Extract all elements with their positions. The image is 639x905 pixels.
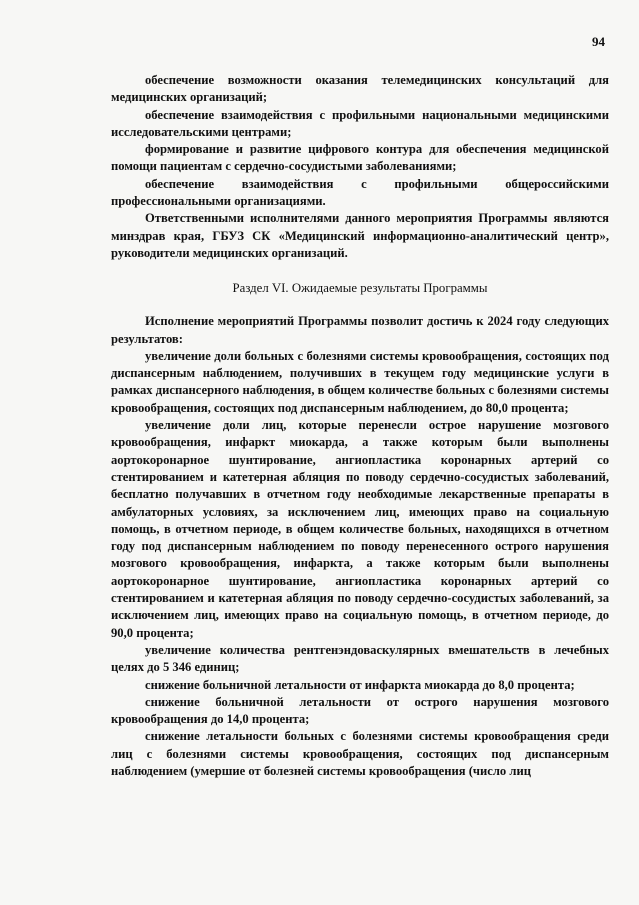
page-number: 94 bbox=[592, 34, 605, 49]
paragraph: снижение больничной летальности от инфаркта миокарда до 8,0 процента; bbox=[145, 677, 575, 692]
paragraph: увеличение доли лиц, которые перенесли острое нарушение мозгового кровообращения, инфаркт миокарда, а также которым были выполнены аортокоронарное шунтирование, ангиопластика коронарных артерий со стентированием и катетерная абляция по поводу сердечно-сосудистых заболеваний, бесплатно получавших в отчетном году необходимые лекарственные препараты в амбулаторных условиях, за исключением лиц, имеющих право на социальную помощь, в отчетном периоде, в общем количестве больных, находящихся в отчетном году под диспансерным наблюдением по поводу перенесенного острого нарушения мозгового кровообращения, инфаркта, а также которым были выполнены аортокоронарное шунтирование, ангиопластика коронарных артерий со стентированием и катетерная абляция по поводу сердечно-сосудистых заболеваний, за исключением лиц, имеющих право на социальную помощь, в отчетном периоде, до 90,0 процента; bbox=[111, 418, 609, 640]
paragraph: обеспечение возможности оказания телемедицинских консультаций для медицинских организаций; bbox=[111, 73, 609, 105]
section-heading: Раздел VI. Ожидаемые результаты Программы bbox=[232, 281, 488, 296]
paragraph: снижение летальности больных с болезнями системы кровообращения среди лиц с болезнями системы кровообращения, состоящих под диспансерным наблюдением (умершие от болезней системы кровообращения (число лиц bbox=[111, 729, 609, 778]
paragraph: формирование и развитие цифрового контура для обеспечения медицинской помощи пациентам с сердечно-сосудистыми заболеваниями; bbox=[111, 142, 609, 174]
page-content bbox=[111, 72, 609, 780]
paragraph: обеспечение взаимодействия с профильными национальными медицинскими исследовательскими центрами; bbox=[111, 107, 609, 139]
paragraph: увеличение количества рентгенэндоваскулярных вмешательств в лечебных целях до 5 346 единиц; bbox=[111, 642, 609, 675]
paragraph: снижение больничной летальности от острого нарушения мозгового кровообращения до 14,0 процента; bbox=[111, 694, 609, 727]
paragraph: увеличение доли больных с болезнями системы кровообращения, состоящих под диспансерным наблюдением, получивших в текущем году медицинские услуги в рамках диспансерного наблюдения, в общем количестве больных с болезнями системы кровообращения, состоящих под диспансерным наблюдением, до 80,0 процента; bbox=[111, 348, 609, 415]
paragraph: Ответственными исполнителями данного мероприятия Программы являются минздрав края, ГБУЗ СК «Медицинский информационно-аналитический центр», руководители медицинских организаций. bbox=[111, 211, 609, 260]
paragraph: Исполнение мероприятий Программы позволит достичь к 2024 году следующих результатов: bbox=[111, 314, 609, 346]
paragraph: обеспечение взаимодействия с профильными общероссийскими профессиональными организациями. bbox=[111, 176, 609, 209]
